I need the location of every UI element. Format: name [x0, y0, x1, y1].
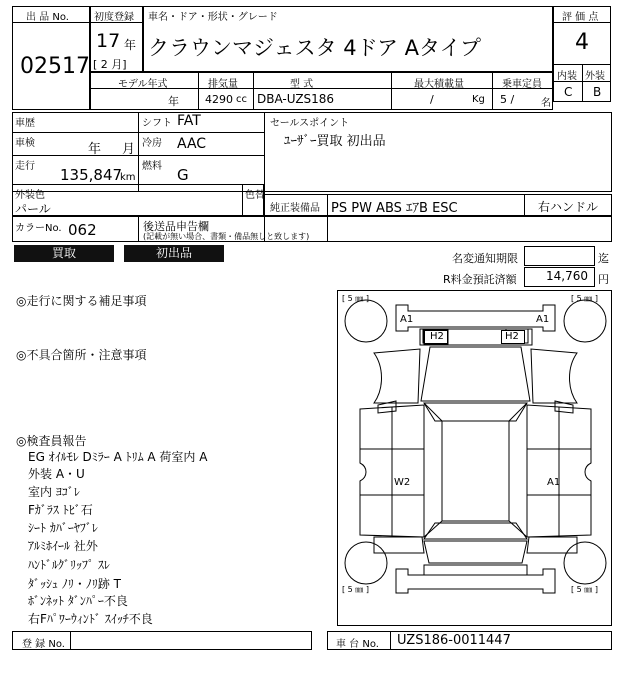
first-reg-month: [ 2 月]: [93, 58, 127, 71]
color-no-label: カラーNo.: [15, 223, 62, 234]
recycle-label: R料金預託済額: [443, 273, 517, 286]
trunk: [424, 541, 527, 563]
mark-w2: W2: [394, 477, 411, 488]
equipment: PS PW ABS ｴｱB ESC: [331, 201, 458, 216]
ac-label: 冷房: [142, 138, 162, 149]
post-report-label: 後送品申告欄: [143, 220, 209, 233]
capacity-unit: 名: [541, 98, 551, 109]
color-no: 062: [68, 221, 97, 239]
recycle-amount: 14,760: [546, 269, 588, 283]
tire-label-rear-left: [ 5 ㎜ ]: [342, 585, 369, 594]
score: 4: [575, 30, 589, 55]
mark-a1-front-left: A1: [400, 314, 414, 325]
name-change-box: [524, 246, 595, 266]
mileage: 135,847: [60, 166, 123, 184]
shift: FAT: [177, 113, 201, 129]
tire-rear-right: [564, 542, 606, 584]
type-label: 型 式: [290, 79, 314, 90]
mark-h2-right: H2: [505, 331, 519, 342]
left-front-fender: [374, 349, 420, 403]
model-year-unit: 年: [168, 95, 179, 108]
front-bumper: [396, 305, 555, 331]
post-report-note: (記載が無い場合、書類・備品無しと致します): [143, 232, 310, 241]
sales-point-label: セールスポイント: [270, 118, 350, 129]
recycle-unit: 円: [598, 273, 609, 286]
capacity-label: 乗車定員: [502, 79, 542, 90]
first-reg-year: 17: [96, 30, 121, 52]
name-change-label: 名変通知期限: [452, 252, 518, 265]
inspector-line: Fｶﾞﾗｽ ﾄﾋﾞ石: [28, 503, 93, 517]
color-no-row: [12, 216, 612, 242]
fuel: G: [177, 166, 189, 184]
exterior-label: 外装: [585, 71, 605, 82]
capacity: 5 /: [500, 93, 515, 106]
steering: 右ハンドル: [538, 200, 599, 214]
exterior-grade: B: [593, 85, 602, 99]
inspector-line: ﾊﾝﾄﾞﾙｸﾞﾘｯﾌﾟ ｽﾚ: [28, 558, 110, 572]
inspector-title: ◎検査員報告: [16, 434, 87, 448]
tire-front-right: [564, 300, 606, 342]
inspector-line: ﾎﾞﾝﾈｯﾄ ﾀﾞﾝﾊﾟｰ不良: [28, 594, 128, 608]
sales-point: ﾕｰｻﾞｰ買取 初出品: [284, 134, 386, 149]
name-change-unit: 迄: [598, 252, 609, 265]
inspection-year-unit: 年: [88, 142, 102, 157]
mileage-label: 走行: [15, 161, 35, 172]
defects-title: ◎不具合箇所・注意事項: [16, 348, 147, 362]
inspector-line: 室内 ﾖｺﾞﾚ: [28, 485, 80, 499]
max-load-sep: /: [430, 93, 434, 106]
displacement: 4290: [205, 93, 233, 106]
rear-window: [424, 523, 527, 539]
color-change-label: 色替: [245, 190, 265, 201]
color-label: 外装色: [15, 190, 45, 201]
inspector-line: ｼｰﾄ ｶﾊﾞｰﾔﾌﾞﾚ: [28, 521, 98, 535]
displacement-label: 排気量: [208, 79, 238, 90]
max-load-unit: Kg: [472, 94, 485, 105]
inspector-line: 外装 A・U: [28, 467, 85, 481]
car-diagram: [337, 290, 612, 626]
rear-bumper: [396, 569, 555, 593]
inspector-line: ｱﾙﾐﾎｲｰﾙ 社外: [28, 539, 98, 553]
lot-no: 02517: [20, 54, 90, 79]
score-label: 評 価 点: [562, 12, 599, 23]
inspection-label: 車検: [15, 138, 35, 149]
interior-grade: C: [564, 85, 573, 99]
fuel-label: 燃料: [142, 161, 162, 172]
max-load-label: 最大積載量: [414, 79, 464, 90]
inspector-line: EG ｵｲﾙﾓﾚ Dﾐﾗｰ A ﾄﾘﾑ A 荷室内 A: [28, 450, 208, 464]
right-front-fender: [531, 349, 577, 403]
driving-remarks-title: ◎走行に関する補足事項: [16, 294, 147, 308]
inspection-month-unit: 月: [122, 142, 136, 157]
inspector-line: 右Fﾊﾟﾜｰｳｨﾝﾄﾞ ｽｲｯﾁ不良: [28, 612, 153, 626]
type-value: DBA-UZS186: [257, 92, 335, 106]
tire-label-rear-right: [ 5 ㎜ ]: [571, 585, 598, 594]
chassis-label: 車 台 No.: [336, 639, 379, 650]
tire-front-left: [345, 300, 387, 342]
reg-no-label: 登 録 No.: [22, 639, 65, 650]
mark-a1-front-right: A1: [536, 314, 550, 325]
mark-a1-right-side: A1: [547, 477, 561, 488]
ac: AAC: [177, 136, 207, 152]
buyback-tag: 買取: [14, 245, 114, 262]
mileage-unit: km: [120, 172, 136, 183]
first-reg-year-unit: 年: [124, 38, 137, 52]
first-listing-tag: 初出品: [124, 245, 224, 262]
mark-h2-left: H2: [430, 331, 444, 342]
first-reg-label: 初度登録: [94, 12, 134, 23]
displacement-unit: cc: [236, 94, 247, 105]
hood: [421, 347, 530, 401]
tire-rear-left: [345, 542, 387, 584]
model-year-label: モデル年式: [118, 79, 168, 90]
car-name-label: 車名・ドア・形状・グレード: [148, 12, 278, 23]
equipment-label: 純正装備品: [270, 203, 320, 214]
tire-label-front-left: [ 5 ㎜ ]: [342, 294, 369, 303]
color: パール: [15, 202, 51, 216]
lot-no-label: 出 品 No.: [26, 12, 69, 23]
inspector-line: ﾀﾞｯｼｭ ﾉﾘ・ﾉﾘ跡 T: [28, 577, 121, 591]
chassis-no: UZS186-0011447: [397, 633, 511, 648]
car-name: クラウンマジェスタ 4ドア Aタイプ: [148, 36, 481, 60]
interior-label: 内装: [557, 71, 577, 82]
shift-label: シフト: [142, 118, 172, 129]
roof: [442, 421, 509, 521]
tire-label-front-right: [ 5 ㎜ ]: [571, 294, 598, 303]
history-label: 車歴: [15, 118, 35, 129]
